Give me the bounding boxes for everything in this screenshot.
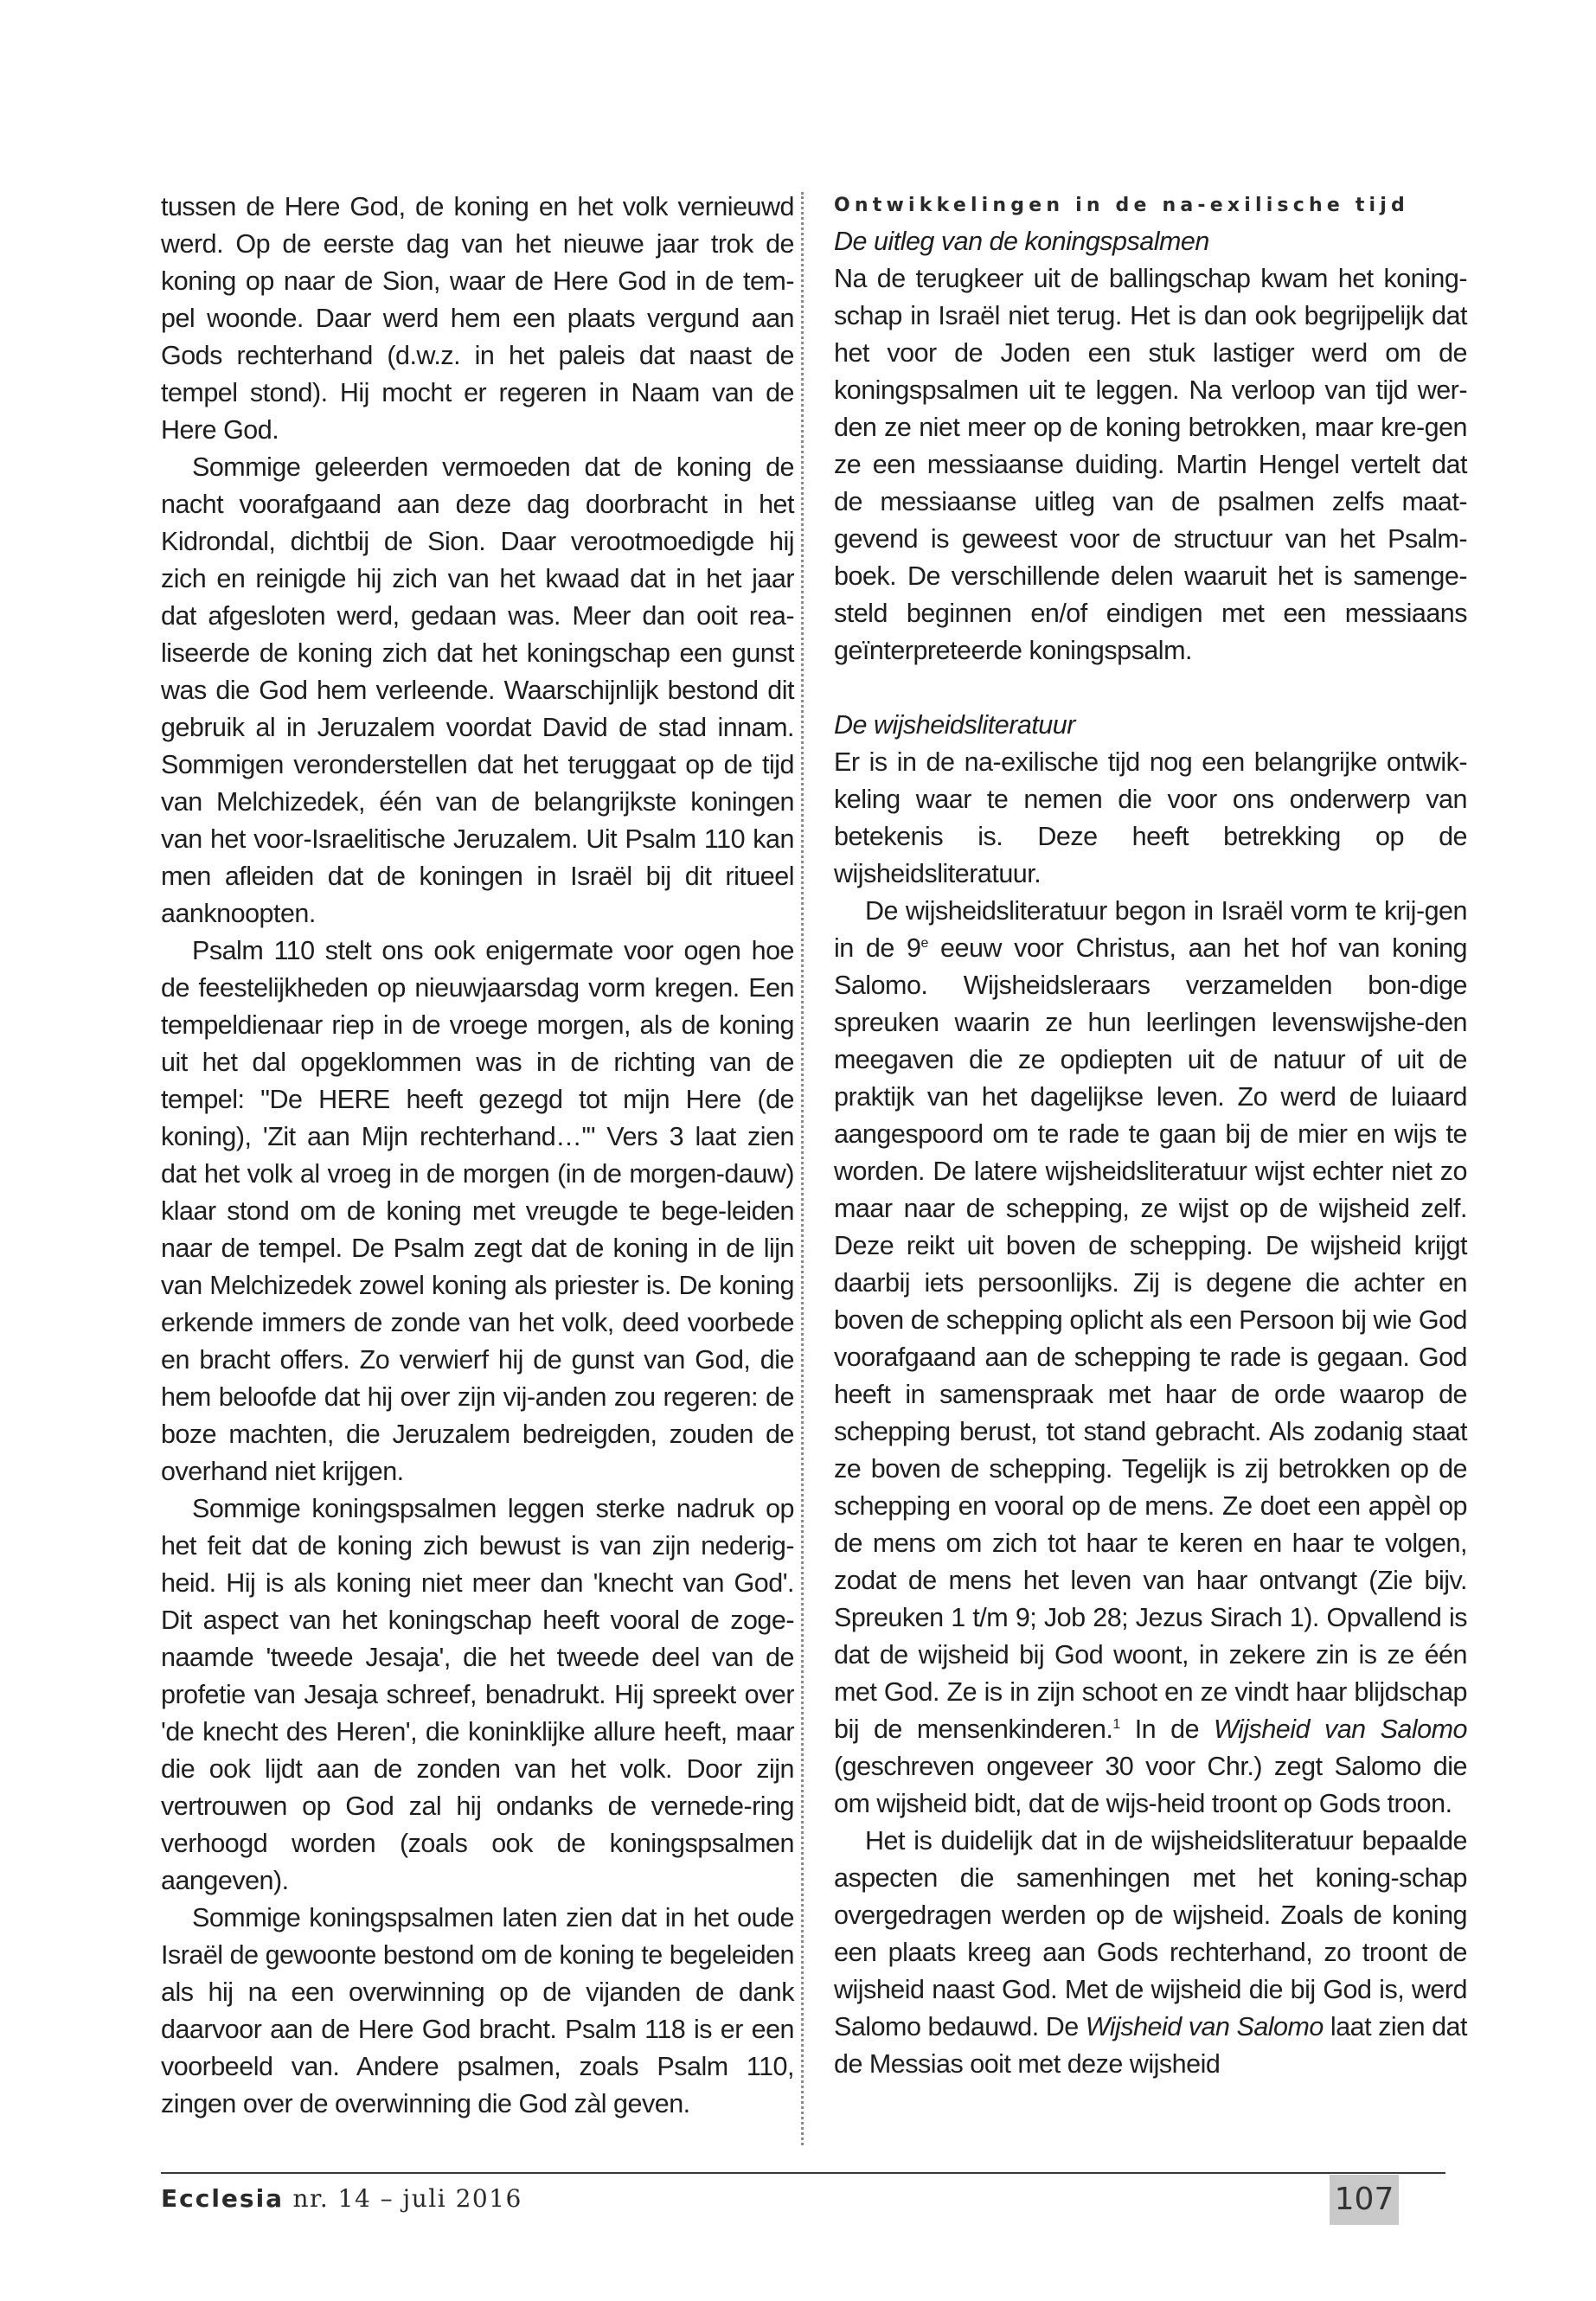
page-number: 107	[1330, 2175, 1399, 2225]
body-paragraph: tussen de Here God, de koning en het volk vernieuwd werd. Op de eerste dag van het nieuwe jaar trok de koning op naar de Sion, waar de Here God in de tem-pel woonde. Daar werd hem een plaats vergund aan Gods rechterhand (d.w.z. in het paleis dat naast de tempel stond). Hij mocht er regeren in Naam van de Here God.	[161, 192, 794, 445]
magazine-name: Ecclesia	[161, 2184, 285, 2213]
book-title: Wijsheid van Salomo	[1214, 1715, 1467, 1744]
paragraph-gap	[834, 670, 1467, 707]
body-paragraph: Sommige koningspsalmen leggen sterke nadruk op het feit dat de koning zich bewust is van zijn nederig-heid. Hij is als koning niet meer dan 'knecht van God'. Dit aspect van het koningschap heeft vooral de zoge-naamde 'tweede Jesaja', die het tweede deel van de profetie van Jesaja schreef, benadrukt. Hij spreekt over 'de knecht des Heren', die koninklijke allure heeft, maar die ook lijdt aan de zonden van het volk. Door zijn vertrouwen op God zal hij ondanks de vernede-ring verhoogd worden (zoals ook de koningspsalmen aangeven).	[161, 1494, 794, 1895]
body-paragraph: Sommige geleerden vermoeden dat de koning de nacht voorafgaand aan deze dag doorbracht in het Kidrondal, dichtbij de Sion. Daar verootmoedigde hij zich en reinigde hij zich van het kwaad dat in het jaar dat afgesloten werd, gedaan was. Meer dan ooit rea-liseerde de koning zich dat het koningschap een gunst was die God hem verleende. Waarschijnlijk bestond dit gebruik al in Jeruzalem voordat David de stad innam. Sommigen veronderstellen dat het teruggaat op de tijd van Melchizedek, één van de belangrijkste koningen van het voor-Israelitische Jeruzalem. Uit Psalm 110 kan men afleiden dat de koningen in Israël bij dit ritueel aanknoopten.	[161, 452, 794, 928]
text-run: eeuw voor Christus, aan het hof van koning Salomo. Wijsheidsleraars verzamelden bon-dige spreuken waarin ze hun leerlingen levenswijshe-den meegaven die ze opdiepten uit de natuur of uit de praktijk van het dagelijkse leven. Zo werd de luiaard aangespoord om te rade te gaan bij de mier en wijs te worden. De latere wijsheidsliteratuur wijst echter niet zo maar naar de schepping, ze wijst op de wijsheid zelf. Deze reikt uit boven de schepping. De wijsheid krijgt daarbij iets persoonlijks. Zij is degene die achter en boven de schepping oplicht als een Persoon bij wie God voorafgaand aan de schepping te rade is gegaan. God heeft in samenspraak met haar de orde waarop de schepping berust, tot stand gebracht. Als zodanig staat ze boven de schepping. Tegelijk is zij betrokken op de schepping en vooral op de mens. Ze doet een appèl op de mens om zich tot haar te keren en haar te volgen, zodat de mens het leven van haar ontvangt (Zie bijv. Spreuken 1 t/m 9; Job 28; Jezus Sirach 1). Opvallend is dat de wijsheid bij God woont, in zekere zin is ze één met God. Ze is in zijn schoot en ze vindt haar blijdschap bij de mensenkinderen.	[834, 933, 1468, 1744]
subheading: De wijsheidsliteratuur	[834, 710, 1075, 740]
body-paragraph: Na de terugkeer uit de ballingschap kwam het koning-schap in Israël niet terug. Het is dan ook begrijpelijk dat het voor de Joden een stuk lastiger werd om de koningspsalmen uit te leggen. Na verloop van tijd wer-den ze niet meer op de koning betrokken, maar kre-gen ze een messiaanse duiding. Martin Hengel vertelt dat de messiaanse uitleg van de psalmen zelfs maat-gevend is geweest voor de structuur van het Psalm-boek. De verschillende delen waaruit het is samenge-steld beginnen en/of eindigen met een messiaans geïnterpreteerde koningspsalm.	[834, 264, 1467, 665]
body-paragraph: Psalm 110 stelt ons ook enigermate voor ogen hoe de feestelijkheden op nieuwjaarsdag vorm kregen. Een tempeldienaar riep in de vroege morgen, als de koning uit het dal opgeklommen was in de richting van de tempel: "De HERE heeft gezegd tot mijn Here (de koning), 'Zit aan Mijn rechterhand…'" Vers 3 laat zien dat het volk al vroeg in de morgen (in de morgen-dauw) klaar stond om de koning met vreugde te bege-leiden naar de tempel. De Psalm zegt dat de koning in de lijn van Melchizedek zowel koning als priester is. De koning erkende immers de zonde van het volk, deed voorbede en bracht offers. Zo verwierf hij de gunst van God, die hem beloofde dat hij over zijn vij-anden zou regeren: de boze machten, die Jeruzalem bedreigden, zouden de overhand niet krijgen.	[161, 936, 794, 1486]
body-paragraph: Er is in de na-exilische tijd nog een belangrijke ontwik-keling waar te nemen die voor ons onderwerp van betekenis is. Deze heeft betrekking op de wijsheidsliteratuur.	[834, 747, 1467, 888]
footer	[161, 2184, 522, 2213]
footer-rule	[161, 2172, 1445, 2174]
ordinal-superscript: e	[920, 935, 928, 951]
text-run: (geschreven ongeveer 30 voor Chr.) zegt Salomo die om wijsheid bidt, dat de wijs-heid troont op Gods troon.	[834, 1752, 1467, 1818]
text-run: Het is duidelijk dat in de wijsheidsliteratuur bepaalde aspecten die samenhingen met het koning-schap overgedragen werden op de wijsheid. Zoals de koning een plaats kreeg aan Gods rechterhand, zo troont de wijsheid naast God. Met de wijsheid die bij God is, werd Salomo bedauwd. De	[834, 1826, 1467, 2041]
column-divider	[801, 192, 804, 2145]
footnote-marker[interactable]: 1	[1112, 1716, 1120, 1732]
book-title: Wijsheid van Salomo	[1085, 2012, 1324, 2041]
text-run: De wijsheidsliteratuur begon in Israël vorm te krij-gen in de 9	[834, 896, 1467, 963]
text-run: laat zien dat de Messias ooit met deze wijsheid	[834, 2012, 1467, 2079]
body-paragraph: Sommige koningspsalmen laten zien dat in het oude Israël de gewoonte bestond om de koning te begeleiden als hij na een overwinning op de vijanden de dank daarvoor aan de Here God bracht. Psalm 118 is er een voorbeeld van. Andere psalmen, zoals Psalm 110, zingen over de overwinning die God zàl geven.	[161, 1903, 794, 2118]
issue-info: nr. 14 – juli 2016	[292, 2184, 522, 2213]
subheading: De uitleg van de koningspsalmen	[834, 227, 1209, 256]
section-label: Ontwikkelingen in de na-exilische tijd	[834, 195, 1409, 216]
body-paragraph	[834, 893, 1467, 1823]
body-paragraph	[834, 1823, 1467, 2083]
left-column	[161, 189, 794, 2123]
right-column	[834, 189, 1467, 2083]
text-run: In de	[1119, 1715, 1214, 1744]
